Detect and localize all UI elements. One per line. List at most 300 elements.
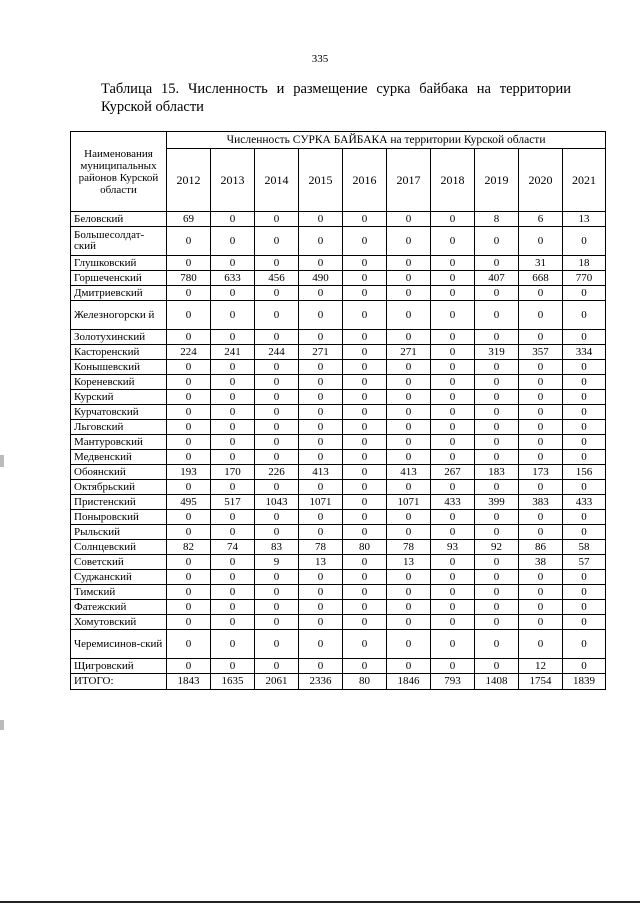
value-cell: 0 [387,375,431,390]
district-name-cell: Советский [71,555,167,570]
value-cell: 0 [167,420,211,435]
value-cell: 668 [519,271,563,286]
value-cell: 0 [387,615,431,630]
value-cell: 0 [299,420,343,435]
value-cell: 82 [167,540,211,555]
district-name-cell: Кореневский [71,375,167,390]
value-cell: 0 [387,420,431,435]
table-row [71,630,606,659]
value-cell: 0 [431,600,475,615]
value-cell: 0 [475,227,519,256]
value-cell: 0 [475,435,519,450]
value-cell: 0 [211,570,255,585]
value-cell: 0 [255,390,299,405]
district-name-cell: Медвенский [71,450,167,465]
value-cell: 0 [519,375,563,390]
value-cell: 0 [167,405,211,420]
value-cell: 0 [563,450,606,465]
value-cell: 170 [211,465,255,480]
value-cell: 0 [387,570,431,585]
value-cell: 156 [563,465,606,480]
value-cell: 0 [475,525,519,540]
value-cell: 0 [167,659,211,674]
value-cell: 0 [343,615,387,630]
value-cell: 0 [255,585,299,600]
value-cell: 0 [299,286,343,301]
district-name-cell: Курский [71,390,167,405]
table-row [71,540,606,555]
value-cell: 0 [563,435,606,450]
value-cell: 0 [211,256,255,271]
total-value-cell: 1754 [519,674,563,690]
value-cell: 0 [563,480,606,495]
value-cell: 0 [519,570,563,585]
value-cell: 0 [563,659,606,674]
value-cell: 0 [343,375,387,390]
value-cell: 0 [519,615,563,630]
table-row [71,405,606,420]
value-cell: 0 [519,420,563,435]
value-cell: 8 [475,212,519,227]
value-cell: 0 [387,630,431,659]
year-header: 2018 [431,149,475,212]
table-row [71,212,606,227]
district-name-cell: Фатежский [71,600,167,615]
table-row [71,600,606,615]
header-population-span: Численность СУРКА БАЙБАКА на территории Курской области [167,132,606,149]
value-cell: 517 [211,495,255,510]
value-cell: 18 [563,256,606,271]
value-cell: 0 [519,630,563,659]
value-cell: 0 [431,480,475,495]
table-row [71,286,606,301]
value-cell: 193 [167,465,211,480]
value-cell: 0 [299,600,343,615]
year-header: 2015 [299,149,343,212]
value-cell: 0 [343,435,387,450]
value-cell: 0 [343,360,387,375]
value-cell: 0 [255,570,299,585]
table-row [71,555,606,570]
year-header: 2019 [475,149,519,212]
value-cell: 0 [343,555,387,570]
value-cell: 0 [519,330,563,345]
value-cell: 0 [343,271,387,286]
total-row [71,674,606,690]
value-cell: 0 [167,375,211,390]
table-row [71,330,606,345]
district-name-cell: Черемисинов-ский [71,630,167,659]
value-cell: 0 [255,480,299,495]
value-cell: 0 [299,525,343,540]
district-name-cell: Хомутовский [71,615,167,630]
value-cell: 0 [431,555,475,570]
table-row [71,227,606,256]
value-cell: 0 [475,615,519,630]
value-cell: 0 [431,360,475,375]
value-cell: 780 [167,271,211,286]
table-row [71,465,606,480]
total-value-cell: 1635 [211,674,255,690]
district-name-cell: Рыльский [71,525,167,540]
value-cell: 413 [299,465,343,480]
value-cell: 0 [519,360,563,375]
table-row [71,495,606,510]
margin-mark [0,720,4,730]
district-name-cell: Пристенский [71,495,167,510]
value-cell: 0 [563,330,606,345]
value-cell: 0 [519,525,563,540]
total-value-cell: 1408 [475,674,519,690]
value-cell: 0 [475,256,519,271]
total-label-cell: ИТОГО: [71,674,167,690]
value-cell: 0 [431,212,475,227]
value-cell: 0 [255,525,299,540]
value-cell: 633 [211,271,255,286]
value-cell: 357 [519,345,563,360]
value-cell: 0 [299,330,343,345]
table-row [71,301,606,330]
value-cell: 0 [431,420,475,435]
value-cell: 0 [387,480,431,495]
value-cell: 0 [255,600,299,615]
value-cell: 0 [299,659,343,674]
year-header: 2012 [167,149,211,212]
district-name-cell: Тимский [71,585,167,600]
value-cell: 0 [343,390,387,405]
value-cell: 0 [387,585,431,600]
value-cell: 0 [519,286,563,301]
value-cell: 0 [387,271,431,286]
value-cell: 0 [563,630,606,659]
value-cell: 0 [211,375,255,390]
table-body [71,212,606,690]
value-cell: 0 [431,659,475,674]
value-cell: 0 [431,286,475,301]
value-cell: 0 [211,510,255,525]
district-name-cell: Обоянский [71,465,167,480]
value-cell: 0 [211,286,255,301]
value-cell: 0 [475,330,519,345]
value-cell: 0 [299,227,343,256]
value-cell: 0 [255,227,299,256]
district-name-cell: Суджанский [71,570,167,585]
value-cell: 0 [167,360,211,375]
table-row [71,570,606,585]
table-row [71,256,606,271]
value-cell: 0 [387,390,431,405]
value-cell: 1071 [299,495,343,510]
value-cell: 0 [167,450,211,465]
value-cell: 92 [475,540,519,555]
value-cell: 0 [387,600,431,615]
value-cell: 0 [343,420,387,435]
value-cell: 433 [563,495,606,510]
value-cell: 0 [167,600,211,615]
value-cell: 244 [255,345,299,360]
value-cell: 0 [563,286,606,301]
value-cell: 38 [519,555,563,570]
value-cell: 0 [211,330,255,345]
value-cell: 0 [255,405,299,420]
value-cell: 86 [519,540,563,555]
value-cell: 0 [387,227,431,256]
value-cell: 226 [255,465,299,480]
value-cell: 0 [167,510,211,525]
value-cell: 0 [255,360,299,375]
value-cell: 0 [519,227,563,256]
value-cell: 224 [167,345,211,360]
total-value-cell: 80 [343,674,387,690]
value-cell: 0 [299,450,343,465]
value-cell: 0 [387,286,431,301]
value-cell: 0 [563,510,606,525]
value-cell: 271 [387,345,431,360]
value-cell: 0 [519,301,563,330]
value-cell: 0 [299,390,343,405]
value-cell: 0 [475,375,519,390]
value-cell: 0 [343,212,387,227]
value-cell: 0 [211,301,255,330]
value-cell: 0 [299,375,343,390]
value-cell: 0 [431,271,475,286]
value-cell: 0 [431,375,475,390]
value-cell: 0 [255,301,299,330]
page-bottom-rule [0,901,640,903]
margin-mark [0,455,4,467]
value-cell: 0 [475,390,519,405]
table-row [71,435,606,450]
value-cell: 0 [475,480,519,495]
value-cell: 0 [431,570,475,585]
district-name-cell: Льговский [71,420,167,435]
value-cell: 0 [343,480,387,495]
value-cell: 0 [387,256,431,271]
value-cell: 58 [563,540,606,555]
value-cell: 0 [387,330,431,345]
value-cell: 0 [519,585,563,600]
value-cell: 0 [299,630,343,659]
value-cell: 0 [431,630,475,659]
value-cell: 0 [431,585,475,600]
value-cell: 13 [563,212,606,227]
value-cell: 0 [475,360,519,375]
value-cell: 13 [387,555,431,570]
year-header: 2017 [387,149,431,212]
value-cell: 0 [387,212,431,227]
value-cell: 0 [167,256,211,271]
value-cell: 0 [255,286,299,301]
year-header: 2014 [255,149,299,212]
value-cell: 0 [255,659,299,674]
value-cell: 399 [475,495,519,510]
value-cell: 0 [167,630,211,659]
value-cell: 0 [475,585,519,600]
table-row [71,585,606,600]
value-cell: 0 [475,659,519,674]
table-row [71,360,606,375]
value-cell: 0 [211,390,255,405]
value-cell: 69 [167,212,211,227]
district-name-cell: Железногорски й [71,301,167,330]
district-name-cell: Касторенский [71,345,167,360]
value-cell: 0 [255,615,299,630]
value-cell: 0 [255,375,299,390]
table-row [71,480,606,495]
value-cell: 0 [255,330,299,345]
total-value-cell: 2061 [255,674,299,690]
value-cell: 0 [343,495,387,510]
table-row [71,450,606,465]
value-cell: 0 [167,227,211,256]
table-row [71,345,606,360]
value-cell: 0 [299,405,343,420]
district-name-cell: Октябрьский [71,480,167,495]
value-cell: 0 [431,345,475,360]
value-cell: 0 [431,450,475,465]
value-cell: 0 [255,450,299,465]
value-cell: 0 [299,480,343,495]
value-cell: 267 [431,465,475,480]
value-cell: 0 [343,330,387,345]
value-cell: 0 [167,435,211,450]
value-cell: 0 [431,227,475,256]
value-cell: 0 [211,585,255,600]
value-cell: 0 [343,256,387,271]
value-cell: 6 [519,212,563,227]
value-cell: 0 [563,375,606,390]
value-cell: 0 [475,555,519,570]
value-cell: 0 [431,256,475,271]
district-name-cell: Курчатовский [71,405,167,420]
value-cell: 271 [299,345,343,360]
value-cell: 0 [343,525,387,540]
value-cell: 0 [211,360,255,375]
table-row [71,390,606,405]
value-cell: 0 [563,570,606,585]
district-name-cell: Беловский [71,212,167,227]
district-name-cell: Глушковский [71,256,167,271]
value-cell: 0 [299,212,343,227]
table-row [71,510,606,525]
value-cell: 0 [167,570,211,585]
value-cell: 0 [475,301,519,330]
page-number: 335 [311,53,329,65]
value-cell: 0 [563,301,606,330]
value-cell: 0 [299,435,343,450]
district-name-cell: Щигровский [71,659,167,674]
header-district-name: Наименования муниципальных районов Курской области [71,132,167,212]
value-cell: 490 [299,271,343,286]
value-cell: 0 [387,405,431,420]
value-cell: 0 [211,420,255,435]
value-cell: 31 [519,256,563,271]
value-cell: 0 [211,600,255,615]
value-cell: 0 [211,450,255,465]
value-cell: 93 [431,540,475,555]
value-cell: 770 [563,271,606,286]
value-cell: 0 [519,390,563,405]
district-name-cell: Большесолдат-ский [71,227,167,256]
value-cell: 0 [299,256,343,271]
value-cell: 0 [343,585,387,600]
value-cell: 0 [475,570,519,585]
value-cell: 0 [211,227,255,256]
value-cell: 0 [211,630,255,659]
district-name-cell: Дмитриевский [71,286,167,301]
value-cell: 0 [211,480,255,495]
value-cell: 407 [475,271,519,286]
value-cell: 0 [255,435,299,450]
value-cell: 183 [475,465,519,480]
total-value-cell: 793 [431,674,475,690]
value-cell: 78 [299,540,343,555]
value-cell: 0 [299,301,343,330]
value-cell: 0 [563,227,606,256]
table-row [71,420,606,435]
value-cell: 0 [255,256,299,271]
value-cell: 0 [431,405,475,420]
value-cell: 456 [255,271,299,286]
value-cell: 0 [343,450,387,465]
value-cell: 0 [343,465,387,480]
district-name-cell: Поныровский [71,510,167,525]
value-cell: 0 [475,630,519,659]
value-cell: 0 [519,480,563,495]
value-cell: 0 [475,405,519,420]
table-row [71,525,606,540]
value-cell: 0 [299,585,343,600]
district-name-cell: Горшеченский [71,271,167,286]
value-cell: 0 [387,301,431,330]
value-cell: 0 [563,585,606,600]
value-cell: 0 [343,659,387,674]
total-value-cell: 2336 [299,674,343,690]
value-cell: 1043 [255,495,299,510]
value-cell: 0 [563,525,606,540]
value-cell: 495 [167,495,211,510]
value-cell: 241 [211,345,255,360]
value-cell: 0 [255,510,299,525]
year-header: 2013 [211,149,255,212]
value-cell: 413 [387,465,431,480]
value-cell: 0 [343,405,387,420]
value-cell: 0 [563,405,606,420]
value-cell: 0 [167,301,211,330]
value-cell: 0 [211,659,255,674]
value-cell: 0 [387,525,431,540]
value-cell: 0 [563,420,606,435]
district-name-cell: Мантуровский [71,435,167,450]
value-cell: 0 [387,435,431,450]
value-cell: 0 [343,600,387,615]
value-cell: 0 [255,420,299,435]
value-cell: 0 [475,600,519,615]
district-name-cell: Конышевский [71,360,167,375]
value-cell: 13 [299,555,343,570]
value-cell: 0 [563,360,606,375]
table-row [71,271,606,286]
value-cell: 0 [211,555,255,570]
value-cell: 0 [343,510,387,525]
total-value-cell: 1839 [563,674,606,690]
value-cell: 0 [431,330,475,345]
district-name-cell: Солнцевский [71,540,167,555]
value-cell: 0 [299,615,343,630]
value-cell: 383 [519,495,563,510]
value-cell: 0 [299,360,343,375]
value-cell: 0 [167,525,211,540]
